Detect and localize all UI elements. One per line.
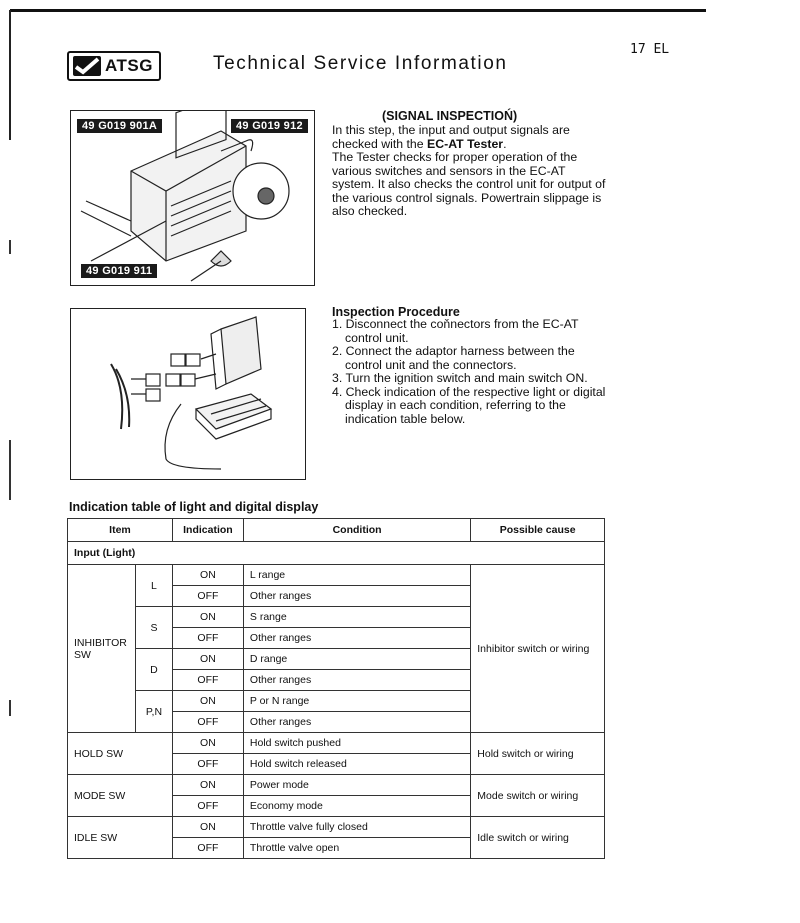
table-row bbox=[68, 733, 605, 754]
indication-cell: ON bbox=[172, 775, 243, 796]
cause-cell: Idle switch or wiring bbox=[471, 817, 605, 859]
page-title: Technical Service Information bbox=[213, 53, 508, 74]
signal-inspection-title: (SIGNAL INSPECTIOŃ) bbox=[382, 109, 518, 123]
item-label: HOLD SW bbox=[68, 733, 173, 775]
procedure-step: 3. Turn the ignition switch and main switch ON. bbox=[332, 371, 588, 385]
item-label: INHIBITOR SW bbox=[68, 565, 136, 733]
tester-drawing bbox=[71, 111, 313, 284]
part-number-label: 49 G019 911 bbox=[81, 264, 157, 278]
condition-cell: Power mode bbox=[243, 775, 470, 796]
condition-cell: Throttle valve open bbox=[243, 838, 470, 859]
indication-cell: OFF bbox=[172, 838, 243, 859]
indication-cell: OFF bbox=[172, 628, 243, 649]
header-indication: Indication bbox=[172, 519, 243, 542]
adaptor-harness-illustration bbox=[70, 308, 306, 480]
table-row bbox=[68, 775, 605, 796]
procedure-step: 2. Connect the adaptor harness between the control unit and the connectors. bbox=[332, 344, 575, 372]
intro-end: . bbox=[503, 136, 507, 151]
procedure-step: 4. Check indication of the respective light or digital display in each condition, referring to the indication table below. bbox=[332, 384, 606, 426]
indication-cell: ON bbox=[172, 733, 243, 754]
condition-cell: Hold switch pushed bbox=[243, 733, 470, 754]
condition-cell: Other ranges bbox=[243, 670, 470, 691]
procedure-step: 1. Disconnect the coňnectors from the EC-AT control unit. bbox=[332, 317, 579, 345]
checkmark-icon bbox=[73, 56, 101, 76]
indication-cell: ON bbox=[172, 607, 243, 628]
range-label: S bbox=[135, 607, 172, 649]
left-rule bbox=[9, 10, 11, 140]
signal-inspection-text bbox=[332, 124, 610, 219]
intro-text: In this step, the input and output signals are checked with the bbox=[332, 123, 570, 151]
indication-cell: OFF bbox=[172, 586, 243, 607]
range-label: D bbox=[135, 649, 172, 691]
condition-cell: L range bbox=[243, 565, 470, 586]
item-label: IDLE SW bbox=[68, 817, 173, 859]
condition-cell: Throttle valve fully closed bbox=[243, 817, 470, 838]
part-number-label: 49 G019 912 bbox=[231, 119, 308, 133]
procedure-steps bbox=[332, 318, 610, 426]
harness-drawing bbox=[71, 309, 304, 478]
page-number: 17 EL bbox=[630, 42, 670, 57]
condition-cell: Hold switch released bbox=[243, 754, 470, 775]
table-row bbox=[68, 565, 605, 586]
condition-cell: Other ranges bbox=[243, 586, 470, 607]
table-title: Indication table of light and digital display bbox=[69, 500, 319, 514]
indication-cell: ON bbox=[172, 817, 243, 838]
margin-mark bbox=[9, 240, 11, 254]
header-item: Item bbox=[68, 519, 173, 542]
header-cause: Possible cause bbox=[471, 519, 605, 542]
atsg-logo bbox=[67, 51, 161, 81]
margin-mark bbox=[9, 440, 11, 500]
logo-text: ATSG bbox=[105, 56, 153, 75]
table-row bbox=[68, 817, 605, 838]
cause-cell: Hold switch or wiring bbox=[471, 733, 605, 775]
indication-table bbox=[67, 518, 605, 859]
cause-cell: Inhibitor switch or wiring bbox=[471, 565, 605, 733]
condition-cell: Economy mode bbox=[243, 796, 470, 817]
top-rule bbox=[10, 9, 706, 12]
indication-cell: OFF bbox=[172, 712, 243, 733]
indication-cell: ON bbox=[172, 565, 243, 586]
signal-inspection-body: The Tester checks for proper operation of the various switches and sensors in the EC-AT system. It also checks the control unit for output of the various control signals. Powertrain slippage is also checked. bbox=[332, 150, 606, 218]
margin-mark bbox=[9, 700, 11, 716]
indication-cell: ON bbox=[172, 649, 243, 670]
indication-cell: OFF bbox=[172, 670, 243, 691]
procedure-title: Inspection Procedure bbox=[332, 305, 460, 319]
condition-cell: P or N range bbox=[243, 691, 470, 712]
cause-cell: Mode switch or wiring bbox=[471, 775, 605, 817]
condition-cell: Other ranges bbox=[243, 628, 470, 649]
indication-cell: OFF bbox=[172, 754, 243, 775]
condition-cell: S range bbox=[243, 607, 470, 628]
header-condition: Condition bbox=[243, 519, 470, 542]
section-row bbox=[68, 542, 605, 565]
item-label: MODE SW bbox=[68, 775, 173, 817]
table-header-row bbox=[68, 519, 605, 542]
range-label: L bbox=[135, 565, 172, 607]
indication-cell: OFF bbox=[172, 796, 243, 817]
section-label: Input (Light) bbox=[68, 542, 605, 565]
tester-name: EC-AT Tester bbox=[427, 136, 504, 151]
condition-cell: D range bbox=[243, 649, 470, 670]
range-label: P,N bbox=[135, 691, 172, 733]
condition-cell: Other ranges bbox=[243, 712, 470, 733]
indication-cell: ON bbox=[172, 691, 243, 712]
part-number-label: 49 G019 901A bbox=[77, 119, 162, 133]
tester-illustration bbox=[70, 110, 315, 286]
